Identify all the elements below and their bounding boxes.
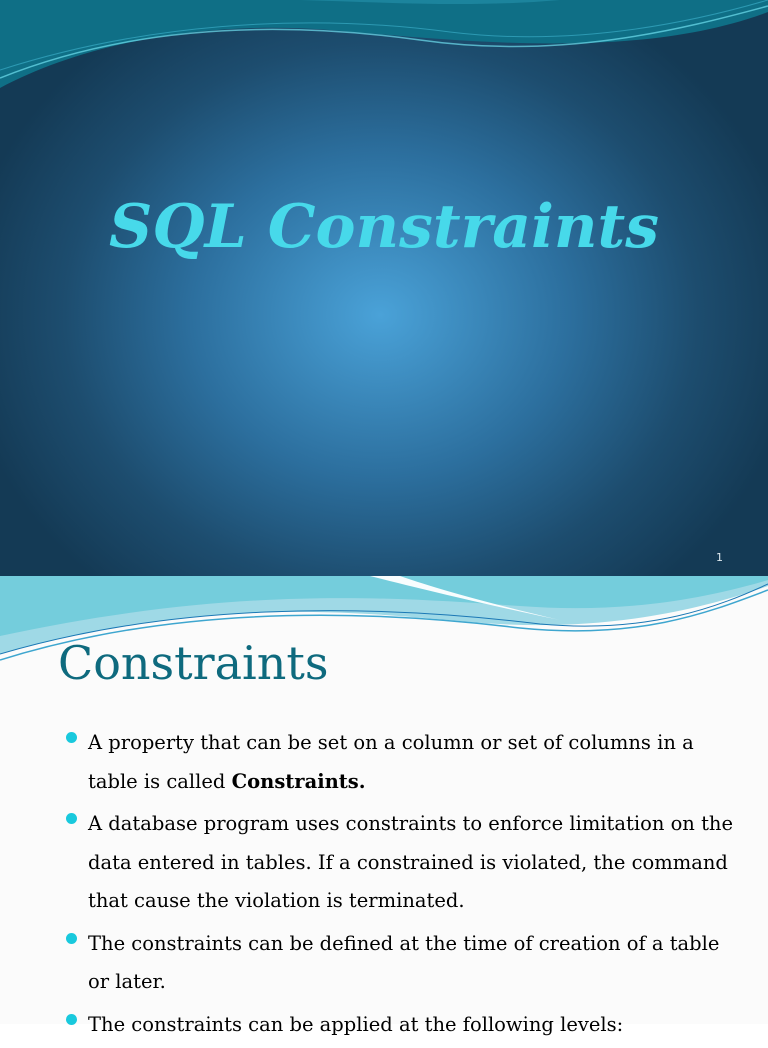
bullet-icon — [66, 813, 77, 824]
list-item — [66, 805, 736, 921]
bullet-text: The constraints can be defined at the time of creation of a table or later. — [88, 931, 720, 993]
bullet-text: A property that can be set on a column or set of columns in a table is called — [88, 731, 694, 793]
bullet-bold-text: Constraints. — [231, 769, 366, 793]
list-item — [66, 1006, 736, 1045]
bullet-icon — [66, 1014, 77, 1025]
bullet-list — [66, 724, 736, 1048]
bullet-icon — [66, 933, 77, 944]
list-item — [66, 724, 736, 801]
top-wave-decoration — [0, 0, 768, 120]
bullet-icon — [66, 732, 77, 743]
bullet-text: A database program uses constraints to enforce limitation on the data entered in tables. If a constrained is violated, the command that cause the violation is terminated. — [88, 812, 734, 912]
slide-heading: Constraints — [58, 636, 329, 690]
bullet-text: The constraints can be applied at the following levels: — [88, 1012, 624, 1036]
slide-number: 1 — [716, 551, 723, 564]
slide-title: SQL Constraints — [109, 192, 659, 262]
list-item — [66, 925, 736, 1002]
